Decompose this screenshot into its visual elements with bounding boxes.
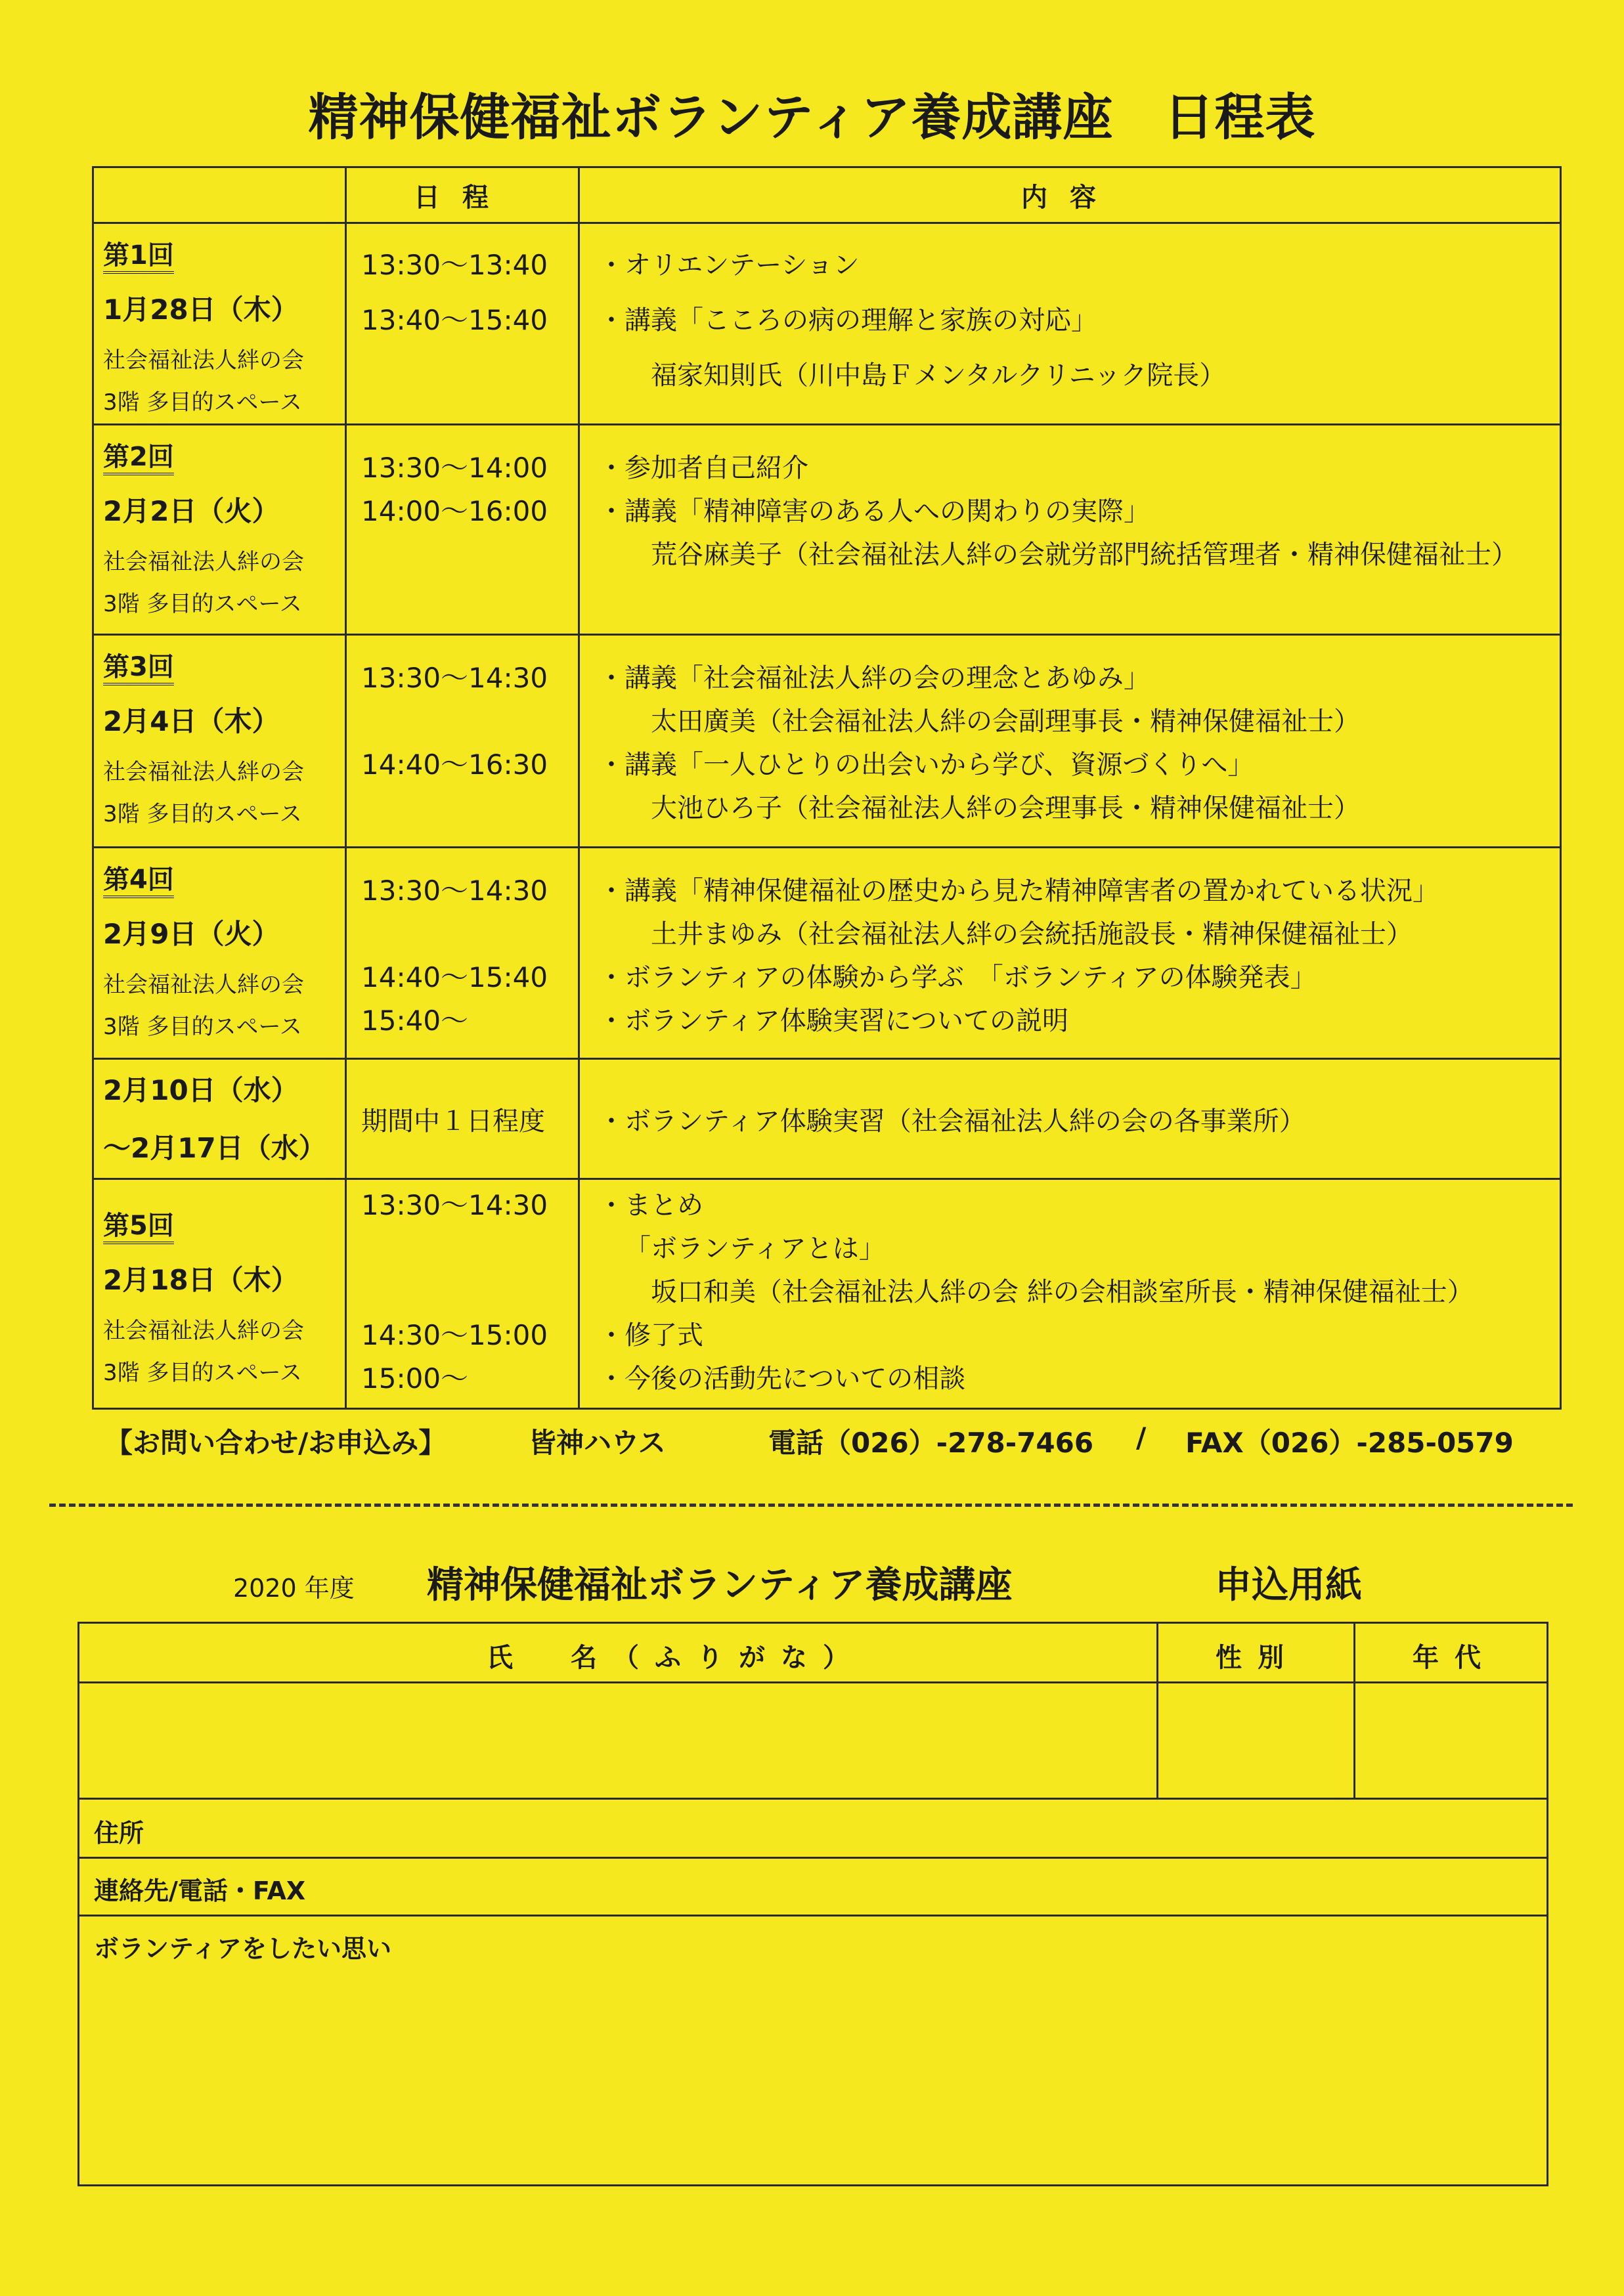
form-title: 精神保健福祉ボランティア養成講座 — [427, 1564, 1013, 1607]
form-title-suffix: 申込用紙 — [1215, 1564, 1362, 1607]
session-item: ・講義「精神障害のある人への関わりの実際」 — [598, 496, 1150, 527]
practicum-item: ・ボランティア体験実習（社会福祉法人絆の会の各事業所） — [598, 1106, 1306, 1137]
session-number: 第1回 — [103, 240, 174, 274]
lecturer: 土井まゆみ（社会福祉法人絆の会統括施設長・精神保健福祉士） — [651, 919, 1413, 949]
session-date: 2月4日（木） — [103, 705, 280, 737]
contact-fax: FAX（026）-285-0579 — [1185, 1427, 1514, 1459]
lecturer: 大池ひろ子（社会福祉法人絆の会理事長・精神保健福祉士） — [651, 793, 1360, 823]
schedule-table — [92, 166, 1562, 1410]
age-field[interactable] — [1355, 1683, 1546, 1796]
contact-org: 皆神ハウス — [529, 1427, 666, 1459]
age-label: 年代 — [1413, 1643, 1497, 1673]
page-title: 精神保健福祉ボランティア養成講座 日程表 — [308, 88, 1316, 146]
session-item: ・まとめ — [598, 1190, 703, 1221]
practicum-end-date: 〜2月17日（水） — [103, 1132, 326, 1164]
session-time: 15:40〜 — [361, 1005, 469, 1037]
session-time: 15:00〜 — [361, 1362, 469, 1395]
session-item: ・参加者自己紹介 — [598, 453, 808, 483]
address-label: 住所 — [94, 1819, 144, 1848]
application-form — [77, 1622, 1548, 2186]
contact-info-label: 連絡先/電話・FAX — [94, 1876, 306, 1905]
session-time: 13:40〜15:40 — [361, 304, 548, 336]
contact-separator: / — [1136, 1421, 1147, 1454]
session-place: 社会福祉法人絆の会 — [103, 1318, 304, 1344]
session-item: ・講義「こころの病の理解と家族の対応」 — [598, 305, 1097, 336]
contact-row[interactable] — [79, 1857, 1547, 1917]
session-time: 14:40〜15:40 — [361, 961, 548, 993]
address-row[interactable] — [79, 1798, 1547, 1859]
session-number: 第2回 — [103, 441, 174, 475]
session-number: 第5回 — [103, 1210, 174, 1244]
session-item: ・修了式 — [598, 1320, 703, 1351]
session-item: ・講義「精神保健福祉の歴史から見た精神障害者の置かれている状況」 — [598, 876, 1439, 906]
session-date: 2月9日（火） — [103, 918, 280, 950]
cut-line — [49, 1504, 1573, 1507]
wish-row[interactable] — [79, 1915, 1547, 2186]
practicum-start-date: 2月10日（水） — [103, 1074, 299, 1106]
session-item: ・ボランティアの体験から学ぶ 「ボランティアの体験発表」 — [598, 963, 1317, 993]
table-row — [93, 1059, 1561, 1179]
session-item: ・講義「社会福祉法人絆の会の理念とあゆみ」 — [598, 663, 1150, 693]
session-item: ・オリエンテーション — [598, 250, 860, 280]
session-room: 3階 多目的スペース — [103, 801, 302, 827]
lecturer: 坂口和美（社会福祉法人絆の会 絆の会相談室所長・精神保健福祉士） — [651, 1277, 1474, 1307]
session-time: 13:30〜14:30 — [361, 662, 548, 694]
session-item: ・ボランティア体験実習についての説明 — [598, 1006, 1068, 1036]
sex-label: 性別 — [1216, 1643, 1300, 1673]
session-time: 13:30〜14:30 — [361, 875, 548, 907]
session-time: 14:40〜16:30 — [361, 748, 548, 781]
session-place: 社会福祉法人絆の会 — [103, 347, 304, 374]
session-time: 13:30〜14:30 — [361, 1189, 548, 1221]
session-room: 3階 多目的スペース — [103, 389, 302, 416]
sex-field[interactable] — [1158, 1683, 1352, 1796]
session-time: 14:30〜15:00 — [361, 1319, 548, 1351]
session-subtitle: 「ボランティアとは」 — [625, 1234, 885, 1264]
table-row — [93, 1179, 1561, 1409]
table-row — [93, 635, 1561, 848]
table-header-row — [93, 167, 1561, 223]
lecturer: 荒谷麻美子（社会福祉法人絆の会就労部門統括管理者・精神保健福祉士） — [651, 540, 1518, 570]
session-time: 13:30〜13:40 — [361, 249, 548, 281]
header-date: 日程 — [346, 167, 579, 223]
lecturer: 福家知則氏（川中島Ｆメンタルクリニック院長） — [651, 360, 1226, 391]
session-item: ・今後の活動先についての相談 — [598, 1364, 966, 1394]
session-date: 2月18日（木） — [103, 1264, 299, 1296]
contact-label: 【お問い合わせ/お申込み】 — [105, 1427, 447, 1459]
session-date: 1月28日（木） — [103, 293, 299, 326]
session-number: 第4回 — [103, 864, 174, 898]
header-content: 内容 — [579, 167, 1561, 223]
wish-label: ボランティアをしたい思い — [94, 1934, 391, 1963]
session-number: 第3回 — [103, 651, 174, 685]
session-place: 社会福祉法人絆の会 — [103, 972, 304, 998]
session-room: 3階 多目的スペース — [103, 591, 302, 617]
table-row — [93, 223, 1561, 425]
session-room: 3階 多目的スペース — [103, 1360, 302, 1386]
session-place: 社会福祉法人絆の会 — [103, 759, 304, 785]
session-time: 14:00〜16:00 — [361, 495, 548, 527]
table-row — [93, 425, 1561, 635]
table-row — [93, 848, 1561, 1059]
lecturer: 太田廣美（社会福祉法人絆の会副理事長・精神保健福祉士） — [651, 706, 1360, 737]
header-blank — [93, 167, 346, 223]
name-label: 氏 名（ふりがな） — [487, 1643, 865, 1673]
name-field[interactable] — [79, 1683, 1155, 1796]
session-date: 2月2日（火） — [103, 495, 280, 527]
session-item: ・講義「一人ひとりの出会いから学び、資源づくりへ」 — [598, 750, 1254, 780]
session-room: 3階 多目的スペース — [103, 1014, 302, 1040]
contact-phone: 電話（026）-278-7466 — [768, 1427, 1094, 1459]
practicum-time: 期間中１日程度 — [361, 1106, 545, 1137]
session-time: 13:30〜14:00 — [361, 452, 548, 484]
form-year: 2020 年度 — [233, 1574, 355, 1603]
session-place: 社会福祉法人絆の会 — [103, 549, 304, 575]
